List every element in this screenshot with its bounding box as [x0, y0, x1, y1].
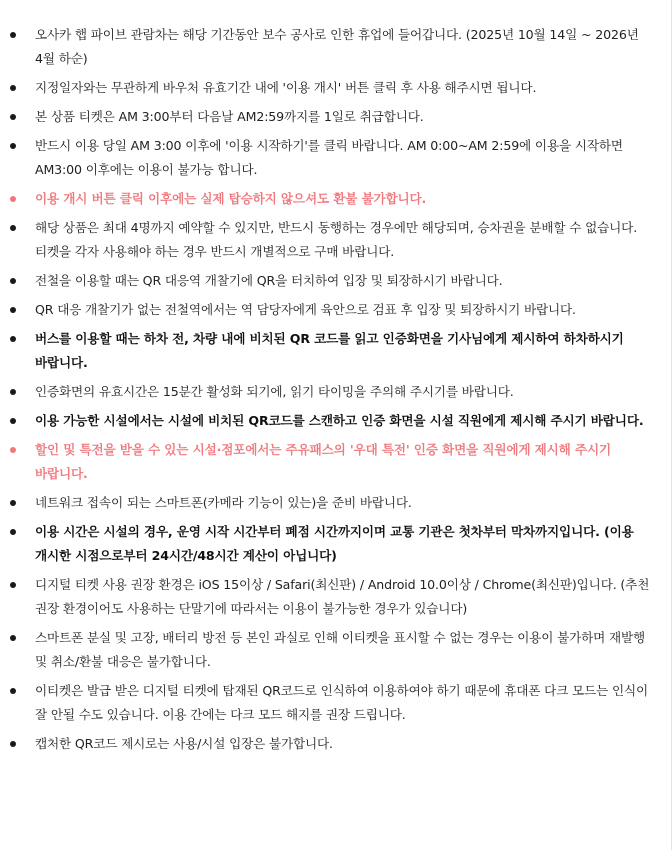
notice-text: 네트워크 접속이 되는 스마트폰(카메라 기능이 있는)을 준비 바랍니다.	[35, 495, 412, 510]
bullet-icon	[10, 143, 16, 149]
bullet-icon	[10, 635, 16, 641]
notice-text: 디지털 티켓 사용 권장 환경은 iOS 15이상 / Safari(최신판) / Android 10.0이상 / Chrome(최신판)입니다. (추천 권장 환경이어도 사용하는 단말기에 따라서는 이용이 불가능한 경우가 있습니다)	[35, 577, 650, 616]
notice-item-ferris-wheel-closure	[35, 23, 658, 71]
notice-item-no-refund	[35, 187, 658, 211]
bullet-icon	[10, 500, 16, 506]
notice-item-smartphone	[35, 491, 658, 515]
notice-text: 지정일자와는 무관하게 바우처 유효기간 내에 '이용 개시' 버튼 클릭 후 사용 해주시면 됩니다.	[35, 80, 537, 95]
bullet-icon	[10, 225, 16, 231]
notice-text: 반드시 이용 당일 AM 3:00 이후에 '이용 시작하기'를 클릭 바랍니다. AM 0:00~AM 2:59에 이용을 시작하면 AM3:00 이후에는 이용이 불가능 합니다.	[35, 138, 623, 177]
notice-text: 이티켓은 발급 받은 디지털 티켓에 탑재된 QR코드로 인식하여 이용하여야 하기 때문에 휴대폰 다크 모드는 인식이 잘 안될 수도 있습니다. 이용 간에는 다크 모드 해지를 권장 드립니다.	[35, 683, 649, 722]
bullet-icon	[10, 307, 16, 313]
notice-text: 이용 가능한 시설에서는 시설에 비치된 QR코드를 스캔하고 인증 화면을 시설 직원에게 제시해 주시기 바랍니다.	[35, 413, 644, 428]
notice-item-voucher-validity	[35, 76, 658, 100]
notice-text: 캡처한 QR코드 제시로는 사용/시설 입장은 불가합니다.	[35, 736, 333, 751]
bullet-icon	[10, 278, 16, 284]
notice-item-discount-benefit	[35, 438, 658, 486]
notice-item-day-definition	[35, 105, 658, 129]
notice-text: 오사카 햅 파이브 관람차는 해당 기간동안 보수 공사로 인한 휴업에 들어갑니다. (2025년 10월 14일 ~ 2026년 4월 하순)	[35, 27, 639, 66]
notice-text: 이용 시간은 시설의 경우, 운영 시작 시간부터 폐점 시간까지이며 교통 기관은 첫차부터 막차까지입니다. (이용 개시한 시점으로부터 24시간/48시간 계산이 아닙니다)	[35, 524, 634, 563]
notice-text: 할인 및 특전을 받을 수 있는 시설·점포에서는 주유패스의 '우대 특전' 인증 화면을 직원에게 제시해 주시기 바랍니다.	[35, 442, 611, 481]
bullet-icon	[10, 688, 16, 694]
notice-text: 전철을 이용할 때는 QR 대응역 개찰기에 QR을 터치하여 입장 및 퇴장하시기 바랍니다.	[35, 273, 503, 288]
bullet-icon	[10, 389, 16, 395]
bullet-icon	[10, 741, 16, 747]
notice-item-recommended-env	[35, 573, 658, 621]
bullet-icon	[10, 114, 16, 120]
notice-item-facility-qr	[35, 409, 658, 433]
bullet-icon	[10, 336, 16, 342]
bullet-icon	[10, 32, 16, 38]
notice-text: QR 대응 개찰기가 없는 전철역에서는 역 담당자에게 육안으로 검표 후 입장 및 퇴장하시기 바랍니다.	[35, 302, 576, 317]
notice-item-manual-gate	[35, 298, 658, 322]
notice-text: 버스를 이용할 때는 하차 전, 차량 내에 비치된 QR 코드를 읽고 인증화면을 기사님에게 제시하여 하차하시기 바랍니다.	[35, 331, 624, 370]
notice-item-dark-mode	[35, 679, 658, 727]
notice-text: 스마트폰 분실 및 고장, 배터리 방전 등 본인 과실로 인해 이티켓을 표시할 수 없는 경우는 이용이 불가하며 재발행 및 취소/환불 대응은 불가합니다.	[35, 630, 646, 669]
notice-item-start-time	[35, 134, 658, 182]
notice-text: 인증화면의 유효시간은 15분간 활성화 되기에, 읽기 타이밍을 주의해 주시기를 바랍니다.	[35, 384, 514, 399]
notice-item-train-qr	[35, 269, 658, 293]
bullet-icon	[10, 418, 16, 424]
notice-text: 이용 개시 버튼 클릭 이후에는 실제 탑승하지 않으셔도 환불 불가합니다.	[35, 191, 427, 206]
notice-item-bus-qr	[35, 327, 658, 375]
notice-text: 해당 상품은 최대 4명까지 예약할 수 있지만, 반드시 동행하는 경우에만 해당되며, 승차권을 분배할 수 없습니다. 티켓을 각자 사용해야 하는 경우 반드시 개별적으로 구매 바랍니다.	[35, 220, 638, 259]
bullet-icon	[10, 582, 16, 588]
bullet-icon	[10, 85, 16, 91]
notice-item-group-booking	[35, 216, 658, 264]
notice-item-usage-hours	[35, 520, 658, 568]
notice-item-screenshot-qr	[35, 732, 658, 756]
bullet-icon	[10, 196, 16, 202]
notice-item-lost-phone	[35, 626, 658, 674]
bullet-icon	[10, 529, 16, 535]
notice-item-auth-validity	[35, 380, 658, 404]
notice-text: 본 상품 티켓은 AM 3:00부터 다음날 AM2:59까지를 1일로 취급합니다.	[35, 109, 424, 124]
bullet-icon	[10, 447, 16, 453]
